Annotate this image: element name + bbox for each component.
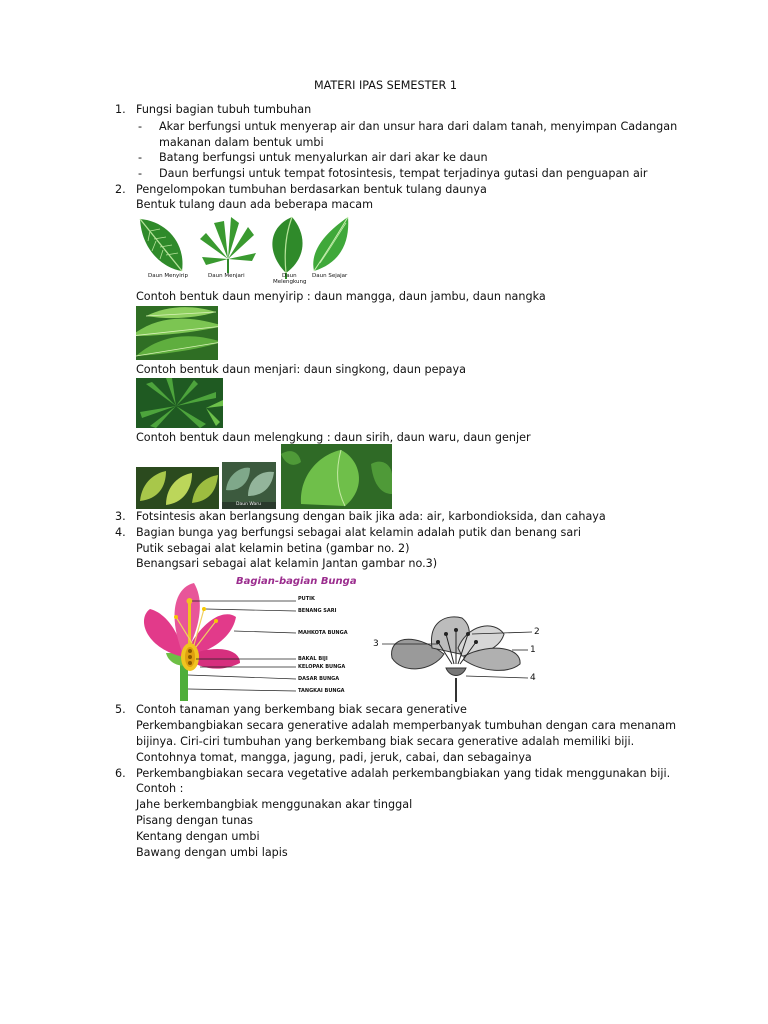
body-text: Contoh : — [136, 782, 184, 795]
figure-number: 1 — [530, 645, 536, 655]
leaf-label: Daun Menjari — [208, 273, 245, 279]
body-text: Jahe berkembangbiak menggunakan akar tinggal — [136, 798, 413, 811]
body-text: Perkembangbiakan secara vegetative adalah perkembangbiakan yang tidak menggunakan biji. — [136, 767, 671, 780]
body-text: Contoh bentuk daun melengkung : daun sirih, daun waru, daun genjer — [136, 431, 531, 444]
body-text: Perkembangbiakan secara generative adalah memperbanyak tumbuhan dengan cara menanam — [136, 719, 677, 732]
palmate-leaf-photo — [136, 378, 223, 428]
body-text: Pisang dengan tunas — [136, 814, 253, 827]
body-text: Contoh bentuk daun menjari: daun singkong, daun pepaya — [136, 363, 466, 376]
figure-number: 3 — [373, 639, 379, 649]
flower-numbered-diagram — [372, 608, 547, 702]
page-title: MATERI IPAS SEMESTER 1 — [314, 79, 457, 92]
leaf-parallel-icon — [313, 217, 348, 271]
body-text: Contoh tanaman yang berkembang biak secara generative — [136, 703, 467, 716]
body-text: Kentang dengan umbi — [136, 830, 260, 843]
bullet-text: Daun berfungsi untuk tempat fotosintesis, tempat terjadinya gutasi dan penguapan air — [159, 167, 648, 180]
figure-number: 4 — [530, 673, 536, 683]
bullet-dash: - — [138, 151, 143, 164]
body-text: Fotsintesis akan berlangsung dengan baik jika ada: air, karbondioksida, dan cahaya — [136, 510, 606, 523]
bullet-dash: - — [138, 120, 143, 133]
list-number: 2. — [115, 183, 126, 196]
body-text: Benangsari sebagai alat kelamin Jantan gambar no.3) — [136, 557, 438, 570]
diagram-label: TANGKAI BUNGA — [298, 688, 345, 694]
diagram-label: BAKAL BIJI — [298, 656, 328, 662]
leaf-label: Melengkung — [273, 279, 307, 285]
body-text: Bawang dengan umbi lapis — [136, 846, 288, 859]
body-text: Contohnya tomat, mangga, jagung, padi, jeruk, cabai, dan sebagainya — [136, 751, 532, 764]
bullet-text: Akar berfungsi untuk menyerap air dan unsur hara dari dalam tanah, menyimpan Cadangan — [159, 120, 678, 133]
list-number: 4. — [115, 526, 126, 539]
leaf-pinnate-icon — [140, 219, 183, 271]
list-number: 6. — [115, 767, 126, 780]
figure-number: 2 — [534, 627, 540, 637]
list-number: 5. — [115, 703, 126, 716]
diagram-label: PUTIK — [298, 596, 315, 602]
diagram-label: DASAR BUNGA — [298, 676, 340, 682]
diagram-title: Bagian-bagian Bunga — [236, 576, 357, 587]
leaf-label: Daun Menyirip — [148, 273, 189, 279]
diagram-label: BENANG SARI — [298, 608, 337, 614]
section-heading: Pengelompokan tumbuhan berdasarkan bentuk tulang daunya — [136, 183, 487, 196]
bullet-dash: - — [138, 167, 143, 180]
body-text: Bentuk tulang daun ada beberapa macam — [136, 198, 374, 211]
diagram-label: KELOPAK BUNGA — [298, 664, 346, 670]
leaf-curved-icon — [272, 217, 302, 279]
body-text: Bagian bunga yag berfungsi sebagai alat kelamin adalah putik dan benang sari — [136, 526, 581, 539]
section-heading: Fungsi bagian tubuh tumbuhan — [136, 103, 312, 116]
pinnate-leaf-photo — [136, 306, 218, 360]
body-text: Contoh bentuk daun menyirip : daun mangga, daun jambu, daun nangka — [136, 290, 546, 303]
leaf-label: Daun — [282, 273, 297, 279]
list-number: 1. — [115, 103, 126, 116]
bullet-text: makanan dalam bentuk umbi — [159, 136, 324, 149]
leaf-types-figure — [136, 213, 364, 288]
curved-leaf-photo-1 — [136, 467, 219, 509]
leaf-label: Daun Sejajar — [312, 273, 348, 279]
bullet-text: Batang berfungsi untuk menyalurkan air dari akar ke daun — [159, 151, 488, 164]
curved-leaf-photo-3 — [281, 444, 392, 509]
flower-parts-diagram — [136, 573, 364, 701]
body-text: bijinya. Ciri-ciri tumbuhan yang berkembang biak secara generative adalah memiliki biji. — [136, 735, 635, 748]
photo-caption: Daun Waru — [236, 502, 261, 507]
leaf-palmate-icon — [200, 217, 256, 273]
curved-leaf-photo-2 — [222, 462, 276, 509]
list-number: 3. — [115, 510, 126, 523]
diagram-label: MAHKOTA BUNGA — [298, 630, 348, 636]
body-text: Putik sebagai alat kelamin betina (gambar no. 2) — [136, 542, 410, 555]
